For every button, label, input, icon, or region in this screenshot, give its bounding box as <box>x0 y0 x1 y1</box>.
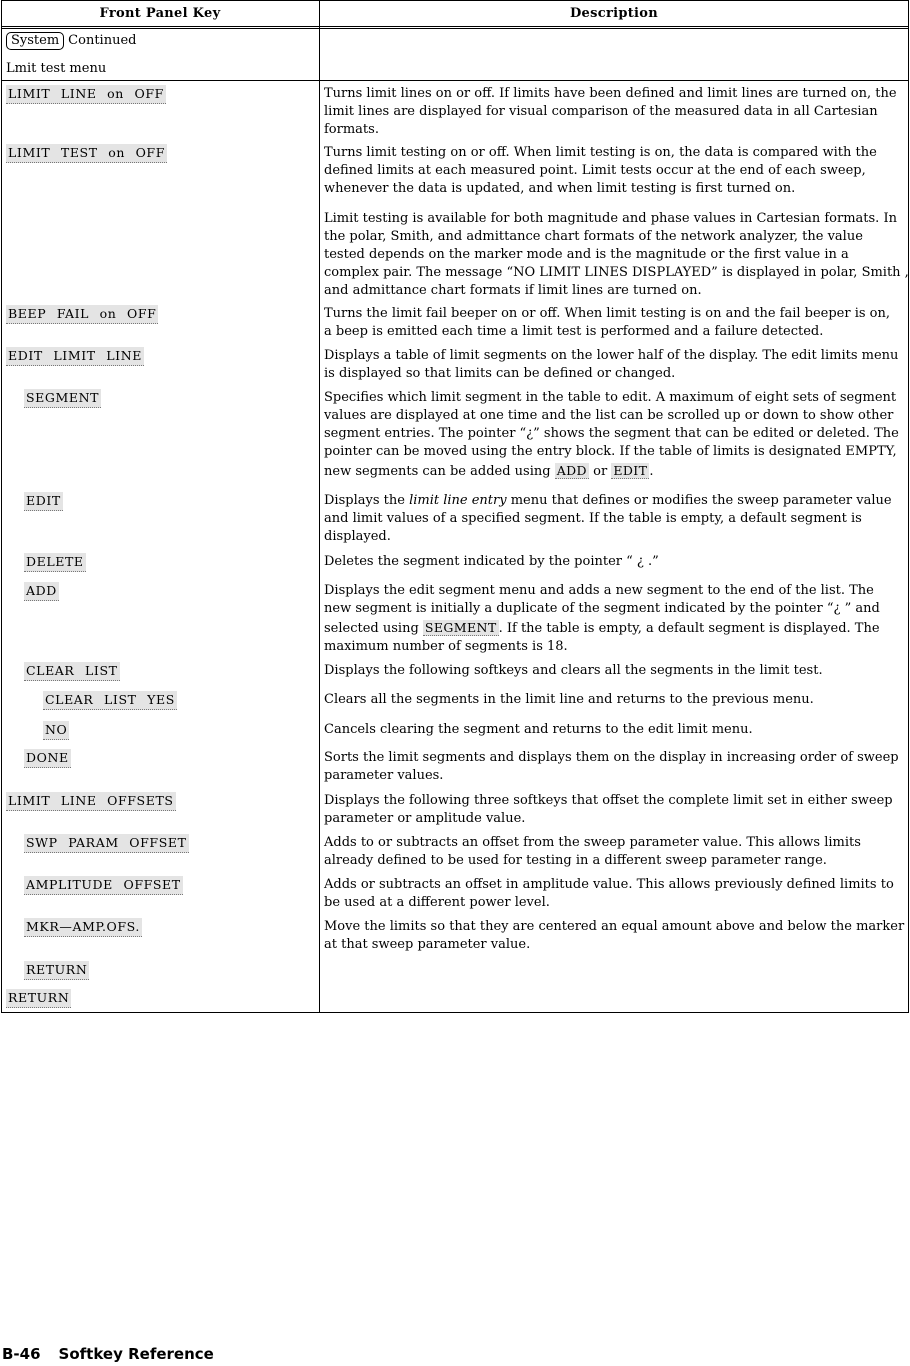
done-description <box>324 749 910 785</box>
text-line: defined limits at each measured point. Limit tests occur at the end of each sweep, <box>324 163 866 178</box>
text-line: at that sweep parameter value. <box>324 937 531 952</box>
text-line: Displays the following softkeys and clears all the segments in the limit test. <box>324 663 823 678</box>
add-description <box>324 582 910 656</box>
text-line: values are displayed at one time and the list can be scrolled up or down to show other <box>324 408 894 423</box>
table-bottom-border <box>1 1012 909 1013</box>
clear-list-row <box>24 662 120 681</box>
header-divider <box>1 26 909 27</box>
done-softkey[interactable]: DONE <box>24 749 71 768</box>
done-row <box>24 749 71 768</box>
text-line: Deletes the segment indicated by the pointer “ ¿ .” <box>324 554 659 569</box>
clear-list-description <box>324 662 910 680</box>
page-footer <box>2 1345 232 1363</box>
edit-description <box>324 492 910 546</box>
text-line: parameter or amplitude value. <box>324 811 526 826</box>
beep-fail-description <box>324 305 910 341</box>
clear-list-yes-description <box>324 691 910 709</box>
text-line: Specifies which limit segment in the table to edit. A maximum of eight sets of segment <box>324 390 897 405</box>
swp-param-offset-row <box>24 834 189 853</box>
clear-list-yes-softkey[interactable]: CLEAR LIST YES <box>43 691 177 710</box>
edit-softkey[interactable]: EDIT <box>24 492 63 511</box>
section-title: Softkey Reference <box>58 1345 214 1363</box>
text-line: complex pair. The message “NO LIMIT LINES DISPLAYED” is displayed in polar, Smith , <box>324 265 909 280</box>
text-fragment: menu that defines or modifies the sweep parameter value <box>510 493 892 508</box>
text-line: pointer can be moved using the entry block. If the table of limits is designated EMPTY, <box>324 444 897 459</box>
amplitude-offset-description <box>324 876 910 912</box>
return-main-softkey[interactable]: RETURN <box>6 989 71 1008</box>
segment-row <box>24 389 101 408</box>
amplitude-offset-softkey[interactable]: AMPLITUDE OFFSET <box>24 876 183 895</box>
system-hardkey[interactable]: System <box>6 32 64 50</box>
text-line <box>324 492 910 510</box>
text-line <box>324 463 910 481</box>
limit-line-row <box>6 85 166 104</box>
edit-limit-line-row <box>6 347 144 366</box>
swp-param-offset-softkey[interactable]: SWP PARAM OFFSET <box>24 834 189 853</box>
limit-line-softkey[interactable]: LIMIT LINE on OFF <box>6 85 166 104</box>
limit-test-description-2 <box>324 210 910 300</box>
return-main-row <box>6 989 71 1008</box>
submenu-title: Lmit test menu <box>6 61 107 76</box>
add-inline-key: ADD <box>556 463 587 478</box>
edit-limit-line-softkey[interactable]: EDIT LIMIT LINE <box>6 347 144 366</box>
return-sub-softkey[interactable]: RETURN <box>24 961 89 980</box>
text-line: limit lines are displayed for visual comparison of the measured data in all Cartesian <box>324 104 878 119</box>
text-line: Adds to or subtracts an offset from the sweep parameter value. This allows limits <box>324 835 861 850</box>
limit-line-offsets-description <box>324 792 910 828</box>
text-line: displayed. <box>324 529 391 544</box>
text-line: segment entries. The pointer “¿” shows the segment that can be edited or deleted. The <box>324 426 899 441</box>
segment-softkey[interactable]: SEGMENT <box>24 389 101 408</box>
text-fragment: . <box>649 464 654 479</box>
beep-fail-softkey[interactable]: BEEP FAIL on OFF <box>6 305 158 324</box>
text-line: new segment is initially a duplicate of the segment indicated by the pointer “¿ ” and <box>324 601 880 616</box>
edit-row <box>24 492 63 511</box>
text-line: Displays a table of limit segments on the lower half of the display. The edit limits menu <box>324 348 899 363</box>
text-line: Turns the limit fail beeper on or off. When limit testing is on and the fail beeper is on, <box>324 306 891 321</box>
menu-name: limit line entry <box>409 493 507 508</box>
text-line: and admittance chart formats if limit lines are turned on. <box>324 283 702 298</box>
text-line: Adds or subtracts an offset in amplitude value. This allows previously defined limits to <box>324 877 894 892</box>
text-line: Limit testing is available for both magnitude and phase values in Cartesian formats. In <box>324 211 897 226</box>
limit-test-description <box>324 144 910 198</box>
no-description <box>324 721 910 739</box>
no-row <box>43 721 69 740</box>
text-line: Cancels clearing the segment and returns to the edit limit menu. <box>324 722 753 737</box>
amplitude-offset-row <box>24 876 183 895</box>
text-fragment: new segments can be added using <box>324 464 551 479</box>
segment-inline-key: SEGMENT <box>424 620 497 635</box>
table-top-border <box>1 0 909 1</box>
swp-param-offset-description <box>324 834 910 870</box>
return-sub-row <box>24 961 89 980</box>
text-fragment: Displays the <box>324 493 405 508</box>
text-fragment: or <box>593 464 608 479</box>
delete-row <box>24 553 86 572</box>
text-line: Turns limit lines on or off. If limits have been defined and limit lines are turned on, the <box>324 86 897 101</box>
system-row-divider <box>1 80 909 81</box>
mkr-amp-ofs-row <box>24 918 142 937</box>
continued-label: Continued <box>68 33 137 48</box>
edit-inline-key: EDIT <box>613 463 648 478</box>
add-softkey[interactable]: ADD <box>24 582 59 601</box>
no-softkey[interactable]: NO <box>43 721 69 740</box>
text-line <box>324 620 910 638</box>
limit-line-offsets-row <box>6 792 176 811</box>
text-line: parameter values. <box>324 768 444 783</box>
text-line: be used at a different power level. <box>324 895 550 910</box>
text-line: Clears all the segments in the limit line and returns to the previous menu. <box>324 692 814 707</box>
text-line: maximum number of segments is 18. <box>324 639 568 654</box>
text-line: Move the limits so that they are centered an equal amount above and below the marker <box>324 919 905 934</box>
clear-list-softkey[interactable]: CLEAR LIST <box>24 662 120 681</box>
delete-softkey[interactable]: DELETE <box>24 553 86 572</box>
limit-line-offsets-softkey[interactable]: LIMIT LINE OFFSETS <box>6 792 176 811</box>
add-row <box>24 582 59 601</box>
column-divider <box>319 0 320 1012</box>
system-row <box>6 32 136 50</box>
text-line: is displayed so that limits can be defined or changed. <box>324 366 676 381</box>
column-header-key: Front Panel Key <box>99 6 221 21</box>
edit-limit-line-description <box>324 347 910 383</box>
text-line: a beep is emitted each time a limit test is performed and a failure detected. <box>324 324 824 339</box>
text-line: Sorts the limit segments and displays them on the display in increasing order of sweep <box>324 750 899 765</box>
delete-description <box>324 553 910 571</box>
segment-description <box>324 389 910 481</box>
limit-test-softkey[interactable]: LIMIT TEST on OFF <box>6 144 167 163</box>
page-number: B-46 <box>2 1345 41 1363</box>
text-line: formats. <box>324 122 379 137</box>
mkr-amp-ofs-softkey[interactable]: MKR—AMP.OFS. <box>24 918 142 937</box>
text-line: the polar, Smith, and admittance chart formats of the network analyzer, the value <box>324 229 863 244</box>
text-line: and limit values of a specified segment. If the table is empty, a default segment is <box>324 511 862 526</box>
text-line: already defined to be used for testing in a different sweep parameter range. <box>324 853 827 868</box>
table-left-border <box>1 0 2 1012</box>
text-line: Displays the following three softkeys that offset the complete limit set in either sweep <box>324 793 893 808</box>
beep-fail-row <box>6 305 158 324</box>
mkr-amp-ofs-description <box>324 918 910 954</box>
text-fragment: selected using <box>324 621 419 636</box>
text-line: whenever the data is updated, and when limit testing is first turned on. <box>324 181 796 196</box>
limit-line-description <box>324 85 910 139</box>
text-line: tested depends on the marker mode and is the magnitude or the first value in a <box>324 247 849 262</box>
column-header-description: Description <box>569 6 659 21</box>
clear-list-yes-row <box>43 691 177 710</box>
text-line: Turns limit testing on or off. When limit testing is on, the data is compared with the <box>324 145 877 160</box>
header-divider-2 <box>1 28 909 29</box>
text-line: Displays the edit segment menu and adds a new segment to the end of the list. The <box>324 583 874 598</box>
text-fragment: . If the table is empty, a default segment is displayed. The <box>498 621 880 636</box>
limit-test-row <box>6 144 167 163</box>
